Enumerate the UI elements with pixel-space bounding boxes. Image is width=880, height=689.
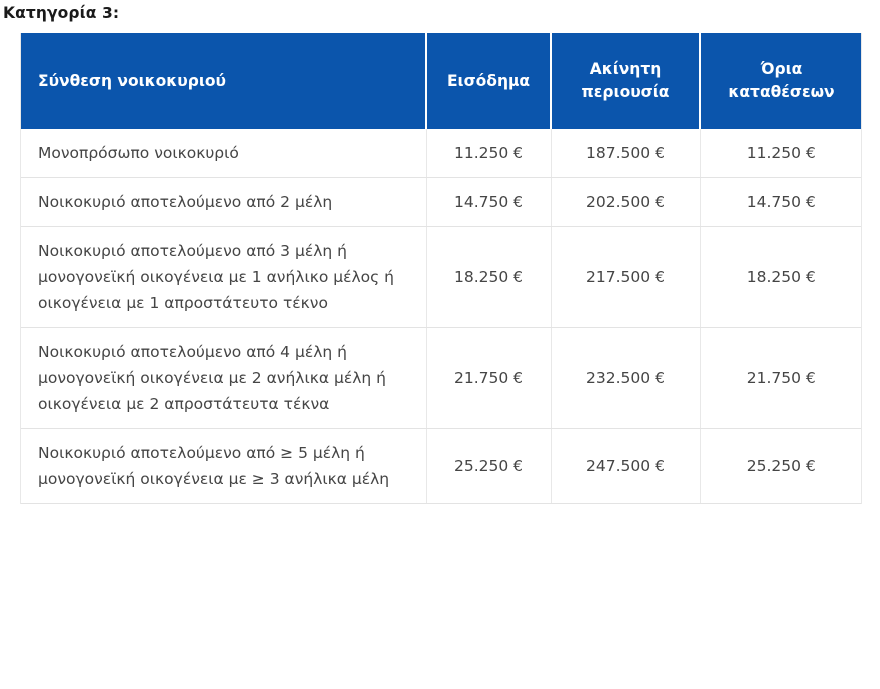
cell-deposits: 21.750 € <box>700 328 862 429</box>
column-header-composition <box>20 33 426 129</box>
cell-income: 21.750 € <box>426 328 551 429</box>
household-criteria-table-wrapper <box>20 33 862 504</box>
cell-deposits: 18.250 € <box>700 227 862 328</box>
column-header-composition-label: Σύνθεση νοικοκυριού <box>38 71 227 90</box>
table-row <box>20 178 862 227</box>
cell-property: 217.500 € <box>551 227 700 328</box>
cell-deposits: 25.250 € <box>700 429 862 504</box>
cell-income: 18.250 € <box>426 227 551 328</box>
column-header-income <box>426 33 551 129</box>
cell-composition: Νοικοκυριό αποτελούμενο από 2 μέλη <box>20 178 426 227</box>
cell-deposits: 14.750 € <box>700 178 862 227</box>
cell-composition: Νοικοκυριό αποτελούμενο από 4 μέλη ή μονογονεϊκή οικογένεια με 2 ανήλικα μέλη ή οικογένεια με 2 απροστάτευτα τέκνα <box>20 328 426 429</box>
cell-composition: Νοικοκυριό αποτελούμενο από ≥ 5 μέλη ή μονογονεϊκή οικογένεια με ≥ 3 ανήλικα μέλη <box>20 429 426 504</box>
table-row <box>20 227 862 328</box>
cell-property: 232.500 € <box>551 328 700 429</box>
cell-property: 187.500 € <box>551 129 700 178</box>
cell-income: 14.750 € <box>426 178 551 227</box>
cell-composition: Μονοπρόσωπο νοικοκυριό <box>20 129 426 178</box>
column-header-property-line1: Ακίνητη <box>589 60 662 78</box>
column-header-deposits <box>700 33 862 129</box>
column-header-income-label: Εισόδημα <box>446 71 531 90</box>
table-row <box>20 129 862 178</box>
page-title: Κατηγορία 3: <box>3 4 120 22</box>
table-header <box>20 33 862 129</box>
column-header-deposits-label <box>701 58 862 104</box>
table-header-row <box>20 33 862 129</box>
cell-income: 25.250 € <box>426 429 551 504</box>
household-criteria-table <box>20 33 862 504</box>
table-body <box>20 129 862 504</box>
table-row <box>20 328 862 429</box>
column-header-property-label <box>552 58 699 104</box>
cell-composition: Νοικοκυριό αποτελούμενο από 3 μέλη ή μονογονεϊκή οικογένεια με 1 ανήλικο μέλος ή οικογένεια με 1 απροστάτευτο τέκνο <box>20 227 426 328</box>
column-header-property <box>551 33 700 129</box>
cell-property: 202.500 € <box>551 178 700 227</box>
column-header-deposits-line1: Όρια <box>760 60 803 78</box>
column-header-deposits-line2: καταθέσεων <box>728 83 835 101</box>
cell-property: 247.500 € <box>551 429 700 504</box>
cell-income: 11.250 € <box>426 129 551 178</box>
table-row <box>20 429 862 504</box>
cell-deposits: 11.250 € <box>700 129 862 178</box>
column-header-property-line2: περιουσία <box>581 83 670 101</box>
